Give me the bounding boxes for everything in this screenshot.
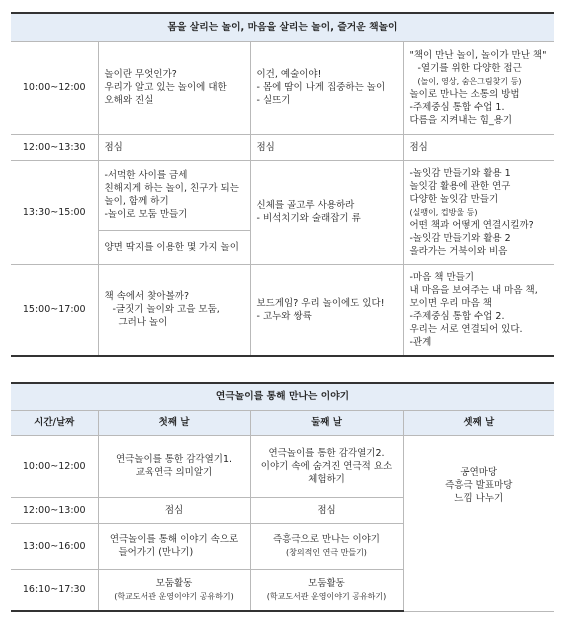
program-cell: 연극놀이를 통한 감각열기1. 교육연극 의미알기: [98, 435, 250, 497]
time-cell: 12:00~13:00: [11, 497, 98, 523]
lunch-cell: 점심: [98, 497, 250, 523]
lunch-cell: 점심: [250, 134, 403, 160]
program-cell: 양면 딱지를 이용한 몇 가지 놀이: [98, 230, 250, 264]
program-cell: -놀잇감 만들기와 활용 1 놀잇감 활용에 관한 연구 다양한 놀잇감 만들기 (실팽이, 컵방울 등) 어떤 책과 어떻게 연결시킬까? -놀잇감 만들기와 활용 2 올라가는 거북이와 비음: [403, 160, 554, 264]
program-cell: 이건, 예술이야! - 몸에 땀이 나게 집중하는 놀이 - 실뜨기: [250, 41, 403, 134]
program-cell: 신체를 골고루 사용하라 - 비석치기와 술래잡기 류: [250, 160, 403, 264]
program-cell: 모둠활동 (학교도서관 운영이야기 공유하기): [250, 569, 403, 611]
time-cell: 12:00~13:30: [11, 134, 98, 160]
lunch-cell: 점심: [403, 134, 554, 160]
time-cell: 13:30~15:00: [11, 160, 98, 264]
program-cell: 놀이란 무엇인가? 우리가 알고 있는 놀이에 대한 오해와 진실: [98, 41, 250, 134]
column-header: 시간/날짜: [11, 410, 98, 435]
program-cell: 책 속에서 찾아볼까? -글짓기 놀이와 고을 모둠, 그러나 놀이: [98, 264, 250, 356]
program-cell: 연극놀이를 통한 감각열기2. 이야기 속에 숨겨진 연극적 요소 체험하기: [250, 435, 403, 497]
time-cell: 13:00~16:00: [11, 523, 98, 569]
time-cell: 15:00~17:00: [11, 264, 98, 356]
program-cell: "책이 만난 놀이, 놀이가 만난 책" -열기를 위한 다양한 접근 (놀이, 영상, 숨은그림찾기 등) 놀이로 만나는 소통의 방법 -주제중심 통합 수업 1. 다름을 지켜내는 힘_용기: [403, 41, 554, 134]
column-header: 첫째 날: [98, 410, 250, 435]
column-header: 둘째 날: [250, 410, 403, 435]
table-title: 연극놀이를 통해 만나는 이야기: [11, 383, 554, 410]
program-cell: 연극놀이를 통해 이야기 속으로 들어가기 (만나기): [98, 523, 250, 569]
lunch-cell: 점심: [250, 497, 403, 523]
program-cell: -서먹한 사이를 금세 친해지게 하는 놀이, 친구가 되는 놀이, 함께 하기 -놀이로 모둠 만들기: [98, 160, 250, 230]
schedule-table-theater: [11, 382, 554, 612]
program-cell: 보드게임? 우리 놀이에도 있다! - 고누와 쌍륙: [250, 264, 403, 356]
lunch-cell: 점심: [98, 134, 250, 160]
program-cell: 즉흥극으로 만나는 이야기 (창의적인 연극 만들기): [250, 523, 403, 569]
table-title: 몸을 살리는 놀이, 마음을 살리는 놀이, 즐거운 책놀이: [11, 13, 554, 41]
time-cell: 10:00~12:00: [11, 41, 98, 134]
day3-cell: 공연마당 즉흥극 발표마당 느낌 나누기: [403, 435, 554, 611]
time-cell: 10:00~12:00: [11, 435, 98, 497]
time-cell: 16:10~17:30: [11, 569, 98, 611]
column-header: 셋째 날: [403, 410, 554, 435]
schedule-table-play: [11, 12, 554, 357]
program-cell: 모둠활동 (학교도서관 운영이야기 공유하기): [98, 569, 250, 611]
program-cell: -마음 책 만들기 내 마음을 보여주는 내 마음 책, 모이면 우리 마음 책 -주제중심 통합 수업 2. 우리는 서로 연결되어 있다. -관계: [403, 264, 554, 356]
